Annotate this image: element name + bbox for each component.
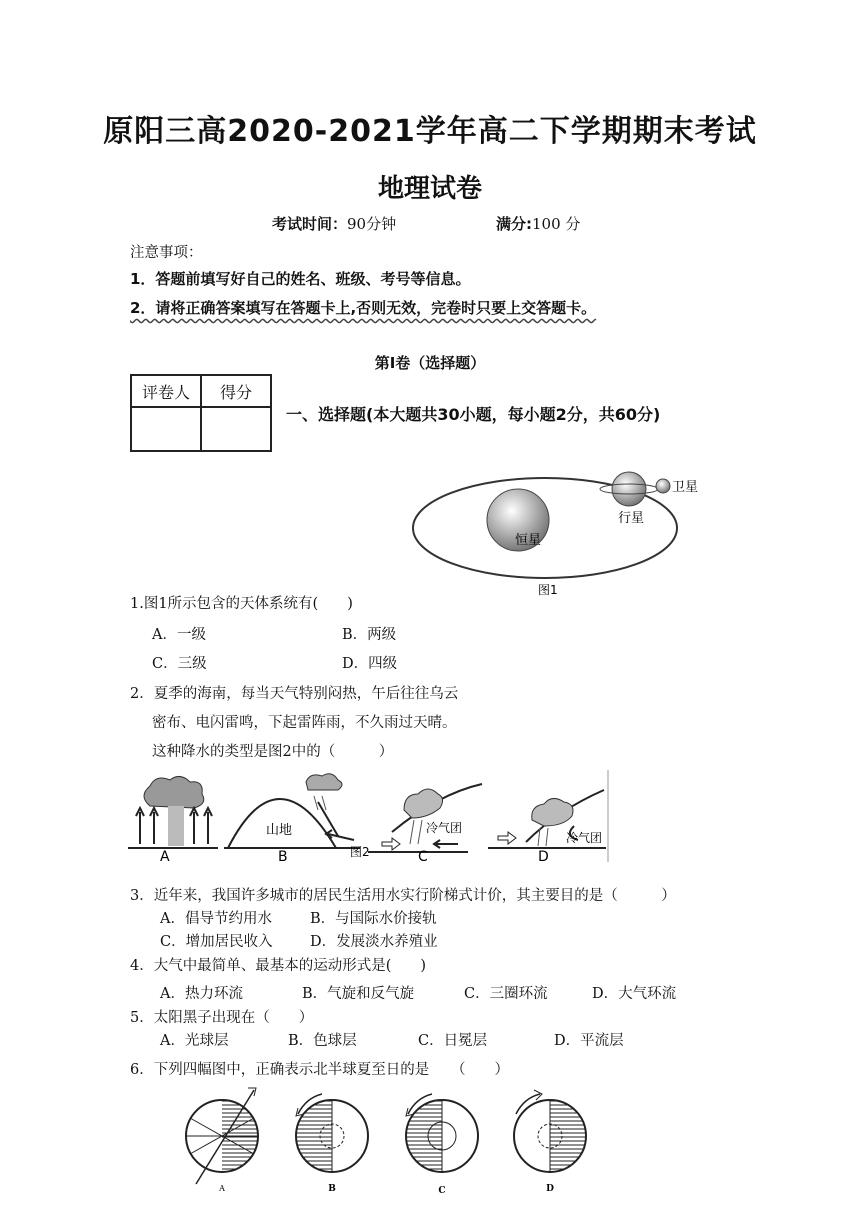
cold-mass-label-c: 冷气团 xyxy=(426,821,463,835)
cold-mass-label-d: 冷气团 xyxy=(566,831,603,845)
moon-sphere xyxy=(656,479,670,493)
score-value: 100 分 xyxy=(532,215,581,233)
globe-a-label: A xyxy=(219,1184,225,1193)
q5-option-a: A．光球层 xyxy=(160,1033,229,1049)
star-label: 恒星 xyxy=(515,533,542,548)
grader-col-label: 评卷人 xyxy=(131,375,201,407)
globe-d xyxy=(514,1090,590,1178)
panel-c-cold-front xyxy=(350,784,482,859)
time-label: 考试时间： xyxy=(272,215,348,233)
exam-subtitle: 地理试卷 xyxy=(377,174,482,204)
part-title: 一、选择题(本大题共30小题，每小题2分，共60分) xyxy=(286,405,661,424)
q4-option-a: A．热力环流 xyxy=(160,986,243,1002)
question-5-stem: 5．太阳黑子出现在（ ） xyxy=(130,1010,314,1026)
question-1-stem: 1.图1所示包含的天体系统有( ) xyxy=(130,596,353,612)
notice-heading: 注意事项： xyxy=(130,245,203,261)
globe-c-label: C xyxy=(438,1186,446,1196)
globe-b xyxy=(296,1094,368,1178)
q1-option-d: D．四级 xyxy=(342,656,398,672)
notice-item-2: 2．请将正确答案填写在答题卡上,否则无效，完卷时只要上交答题卡。 xyxy=(130,299,597,317)
volume-title: 第Ⅰ卷（选择题） xyxy=(374,354,486,372)
moon-label: 卫星 xyxy=(672,480,699,495)
panel-d-label: D xyxy=(538,849,549,862)
q1-option-a: A．一级 xyxy=(152,627,206,643)
q4-option-d: D．大气环流 xyxy=(592,986,677,1002)
q3-option-b: B．与国际水价接轨 xyxy=(310,911,437,927)
figure-1-solar-system xyxy=(410,462,710,602)
score-label: 满分: xyxy=(496,215,532,233)
panel-d-warm-front xyxy=(488,790,606,848)
globe-b-label: B xyxy=(328,1184,336,1194)
question-4-stem: 4．大气中最简单、最基本的运动形式是( ) xyxy=(130,958,427,974)
q5-option-c: C．日冕层 xyxy=(418,1033,488,1049)
planet-sphere xyxy=(612,472,646,506)
q3-option-a: A．倡导节约用水 xyxy=(160,911,272,927)
panel-b-label: B xyxy=(278,849,288,862)
question-2-line-2: 密布、电闪雷鸣，下起雷阵雨，不久雨过天晴。 xyxy=(152,715,457,731)
q5-option-d: D．平流层 xyxy=(554,1033,624,1049)
panel-b-orographic xyxy=(224,774,360,848)
panel-a-label: A xyxy=(160,849,170,862)
figure-solstice-globes xyxy=(176,1084,596,1196)
globe-c xyxy=(406,1094,478,1178)
score-col-label: 得分 xyxy=(201,375,271,407)
q5-option-b: B．色球层 xyxy=(288,1033,357,1049)
q1-option-b: B．两级 xyxy=(342,627,397,643)
grader-cell xyxy=(131,407,201,451)
exam-time xyxy=(272,213,396,234)
question-2-line-1: 2．夏季的海南，每当天气特别闷热，午后往往乌云 xyxy=(130,686,459,702)
exam-score xyxy=(496,213,580,234)
exam-title: 原阳三高2020-2021学年高二下学期期末考试 xyxy=(103,114,757,149)
mountain-label: 山地 xyxy=(266,823,293,838)
q3-option-d: D．发展淡水养殖业 xyxy=(310,934,438,950)
figure-1-caption: 图1 xyxy=(538,583,558,597)
question-6-stem: 6．下列四幅图中，正确表示北半球夏至日的是 （ ） xyxy=(130,1062,509,1078)
notice-item-1: 1．答题前填写好自己的姓名、班级、考号等信息。 xyxy=(130,270,471,288)
panel-a-convection xyxy=(128,776,218,848)
q1-option-c: C．三级 xyxy=(152,656,207,672)
globe-a xyxy=(186,1088,262,1184)
planet-label: 行星 xyxy=(618,511,645,526)
panel-c-label: C xyxy=(418,849,428,862)
q4-option-b: B．气旋和反气旋 xyxy=(302,986,415,1002)
q3-option-c: C．增加居民收入 xyxy=(160,934,273,950)
globe-d-label: D xyxy=(546,1184,554,1194)
figure-2-caption: 图2 xyxy=(350,845,370,859)
grader-table xyxy=(130,374,272,452)
figure-2-precipitation-types xyxy=(128,770,610,862)
time-value: 90分钟 xyxy=(347,215,397,233)
question-3-stem: 3．近年来，我国许多城市的居民生活用水实行阶梯式计价，其主要目的是（ ） xyxy=(130,888,676,904)
score-cell xyxy=(201,407,271,451)
question-2-line-3: 这种降水的类型是图2中的（ ） xyxy=(152,744,394,760)
q4-option-c: C．三圈环流 xyxy=(464,986,548,1002)
